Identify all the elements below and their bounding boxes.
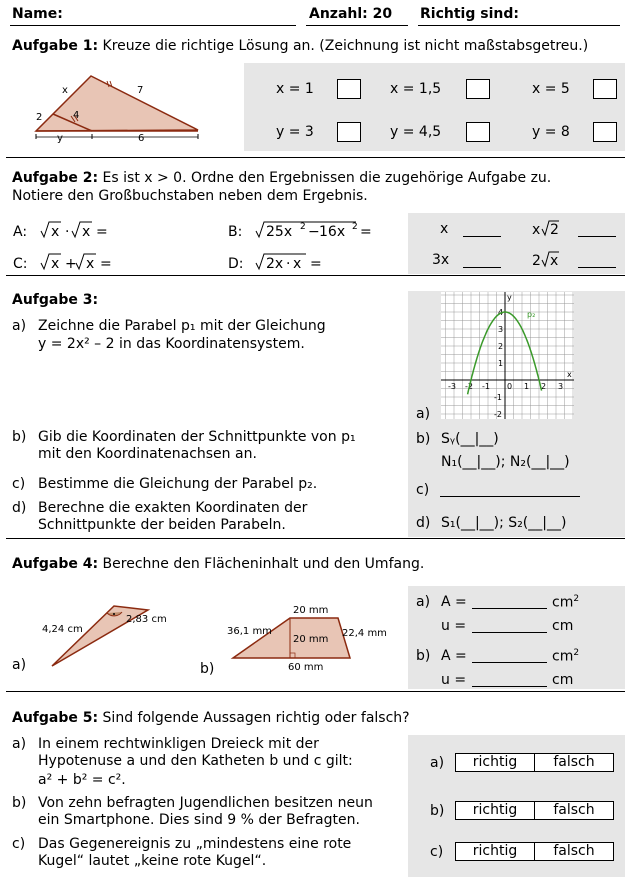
expr-c-eq: = xyxy=(100,256,112,272)
axis-x-label: x xyxy=(567,370,572,379)
task1-title: Aufgabe 1: xyxy=(12,38,99,54)
task5-a-choice xyxy=(455,753,614,772)
task4-heading xyxy=(12,556,424,572)
expr-d-dot: · xyxy=(286,256,291,272)
task4-ans-a: a) xyxy=(416,594,431,610)
task2-text2: Notiere den Großbuchstaben neben dem Ergebnis. xyxy=(12,188,368,204)
task5-a-line1: In einem rechtwinkligen Dreieck mit der xyxy=(38,736,319,752)
x-tick-label: 3 xyxy=(558,382,564,391)
divider-3 xyxy=(6,538,625,539)
task3-c-label: c) xyxy=(12,476,26,492)
task5-a-line2: Hypotenuse a und den Katheten b und c gilt: xyxy=(38,753,353,769)
task5-c-line1: Das Gegenereignis zu „mindestens eine rote xyxy=(38,836,352,852)
task5-b-line1: Von zehn befragten Jugendlichen besitzen neun xyxy=(38,795,373,811)
task3-b-line2: mit den Koordinatenachsen an. xyxy=(38,446,257,462)
task3-ans-b1: Sᵧ(__|__) xyxy=(441,431,499,447)
trap-bottom: 60 mm xyxy=(288,662,324,673)
task4-triangle-figure xyxy=(8,598,188,678)
task5-c-richtig[interactable]: richtig xyxy=(456,843,535,860)
answer-line-4[interactable] xyxy=(578,267,616,268)
task2-title: Aufgabe 2: xyxy=(12,170,99,186)
y-tick-label: -1 xyxy=(494,393,502,402)
y-tick-label: 2 xyxy=(498,342,504,351)
expr-b-eq: = xyxy=(360,224,372,240)
task5-c-line2: Kugel“ lautet „keine rote Kugel“. xyxy=(38,853,267,869)
option-x2: x = 1,5 xyxy=(390,81,442,97)
task3-ans-d1: S₁(__|__); S₂(__|__) xyxy=(441,515,567,531)
task3-b-line1: Gib die Koordinaten der Schnittpunkte von p₁ xyxy=(38,429,356,445)
checkbox-y1[interactable] xyxy=(337,122,361,142)
answer-line-3[interactable] xyxy=(463,267,501,268)
task1-text: Kreuze die richtige Lösung an. (Zeichnung ist nicht maßstabsgetreu.) xyxy=(102,38,589,54)
expr-c-plus: + xyxy=(65,256,77,272)
task3-a-line1: Zeichne die Parabel p₁ mit der Gleichung xyxy=(38,318,326,334)
expr-b-sup1: 2 xyxy=(300,222,306,232)
task3-d-line2: Schnittpunkte der beiden Parabeln. xyxy=(38,517,286,533)
checkbox-x2[interactable] xyxy=(466,79,490,99)
result-2sqrtx-two: 2 xyxy=(532,253,541,269)
axis-y-label: y xyxy=(507,293,512,302)
task3-title: Aufgabe 3: xyxy=(12,292,99,308)
task4-b-area-line[interactable] xyxy=(472,662,547,663)
checkbox-x1[interactable] xyxy=(337,79,361,99)
expr-b-25x: 25x xyxy=(266,224,293,240)
checkbox-y2[interactable] xyxy=(466,122,490,142)
tri-side-a: 4,24 cm xyxy=(42,624,83,635)
task4-ans-b-A: A = xyxy=(441,648,467,664)
count-line xyxy=(306,25,408,26)
expr-a-x1: x xyxy=(51,224,60,240)
y-tick-label: 3 xyxy=(498,325,504,334)
task3-ans-c: c) xyxy=(416,482,430,498)
task4-a-area-line[interactable] xyxy=(472,608,547,609)
unit-sup: 2 xyxy=(573,594,580,604)
task5-b-label: b) xyxy=(12,795,27,811)
expr-d-eq: = xyxy=(310,256,322,272)
task2-text1: Es ist x > 0. Ordne den Ergebnissen die zugehörige Aufgabe zu. xyxy=(102,170,552,186)
task5-c-label: c) xyxy=(12,836,26,852)
checkbox-x3[interactable] xyxy=(593,79,617,99)
task5-ans-b-label: b) xyxy=(430,803,445,819)
p2-label: p₂ xyxy=(527,310,536,319)
x-tick-label: -3 xyxy=(448,382,456,391)
label-y: y xyxy=(57,133,63,144)
task4-a-unit-area xyxy=(552,594,579,611)
task5-a-falsch[interactable]: falsch xyxy=(553,754,595,770)
label-four: 4 xyxy=(73,110,80,121)
label-C: C: xyxy=(13,256,28,272)
result-x: x xyxy=(440,221,449,237)
task5-a-label: a) xyxy=(12,736,27,752)
result-2sqrtx-x: x xyxy=(550,253,559,269)
label-seven: 7 xyxy=(137,85,144,96)
task5-text: Sind folgende Aussagen richtig oder falsch? xyxy=(102,710,410,726)
expr-d-x: x xyxy=(293,256,302,272)
result-x-sqrt2 xyxy=(530,218,575,240)
task5-b-choice xyxy=(455,801,614,820)
option-y1: y = 3 xyxy=(276,124,314,140)
task5-ans-a-label: a) xyxy=(430,755,445,771)
divider-2 xyxy=(6,275,625,276)
expr-d-2x: 2x xyxy=(266,256,284,272)
task4-b-unit-len: cm xyxy=(552,672,574,688)
task4-ans-a-u: u = xyxy=(441,618,467,634)
tri-label: a) xyxy=(12,657,27,673)
trap-left: 36,1 mm xyxy=(227,626,272,637)
task5-title: Aufgabe 5: xyxy=(12,710,99,726)
checkbox-y3[interactable] xyxy=(593,122,617,142)
x-tick-label: 0 xyxy=(507,382,513,391)
label-D: D: xyxy=(228,256,244,272)
trap-top: 20 mm xyxy=(293,605,329,616)
unit-sup: 2 xyxy=(573,648,580,658)
divider-1 xyxy=(6,157,625,158)
task5-b-richtig[interactable]: richtig xyxy=(456,802,535,819)
label-x: x xyxy=(62,85,68,96)
label-six: 6 xyxy=(138,133,145,144)
coordinate-system[interactable] xyxy=(441,292,574,419)
label-two: 2 xyxy=(36,112,43,123)
unit-cm: cm xyxy=(552,648,574,665)
task3-b-label: b) xyxy=(12,429,27,445)
count-label: Anzahl: 20 xyxy=(309,6,393,22)
task5-heading xyxy=(12,710,410,726)
expr-a-eq: = xyxy=(96,224,108,240)
task3-ans-b2: N₁(__|__); N₂(__|__) xyxy=(441,454,570,470)
task4-ans-b: b) xyxy=(416,648,431,664)
expr-b-16x: 16x xyxy=(319,224,346,240)
x-tick-label: 1 xyxy=(524,382,530,391)
expr-b-minus: − xyxy=(308,224,320,240)
option-y2: y = 4,5 xyxy=(390,124,442,140)
tri-side-b: 2,83 cm xyxy=(126,614,167,625)
trap-label: b) xyxy=(200,661,215,677)
task1-triangle-figure xyxy=(20,70,210,150)
task4-b-perimeter-line[interactable] xyxy=(472,686,547,687)
x-tick-label: 2 xyxy=(541,382,547,391)
expr-a-x2: x xyxy=(82,224,91,240)
task3-ans-b: b) xyxy=(416,431,431,447)
task4-trapezoid-figure xyxy=(200,598,400,678)
task3-d-line1: Berechne die exakten Koordinaten der xyxy=(38,500,308,516)
task3-d-label: d) xyxy=(12,500,27,516)
label-A: A: xyxy=(13,224,28,240)
task3-a-label: a) xyxy=(12,318,27,334)
task1-heading xyxy=(12,38,588,54)
task2-expressions xyxy=(10,214,410,276)
x-tick-label: -1 xyxy=(482,382,490,391)
y-tick-label: -2 xyxy=(494,410,502,419)
task3-a-line2: y = 2x² – 2 in das Koordinatensystem. xyxy=(38,336,305,352)
label-B: B: xyxy=(228,224,243,240)
y-tick-label: 1 xyxy=(498,359,504,368)
result-x-sqrt2-two: 2 xyxy=(550,222,559,238)
task3-ans-d: d) xyxy=(416,515,431,531)
result-x-sqrt2-x: x xyxy=(532,222,541,238)
task5-c-falsch[interactable]: falsch xyxy=(553,843,595,859)
expr-c-x2: x xyxy=(86,256,95,272)
task4-text: Berechne den Flächeninhalt und den Umfang. xyxy=(102,556,425,572)
task5-b-falsch[interactable]: falsch xyxy=(553,802,595,818)
option-x1: x = 1 xyxy=(276,81,314,97)
task5-a-line3: a² + b² = c². xyxy=(38,772,126,788)
trap-height: 20 mm xyxy=(293,634,329,645)
task4-ans-b-u: u = xyxy=(441,672,467,688)
correct-line[interactable] xyxy=(418,25,620,26)
task3-ans-a: a) xyxy=(416,406,431,422)
option-y3: y = 8 xyxy=(532,124,570,140)
task5-a-richtig[interactable]: richtig xyxy=(456,754,535,771)
result-3x: 3x xyxy=(432,252,450,268)
result-2sqrtx xyxy=(530,249,575,271)
divider-4 xyxy=(6,691,625,692)
task4-ans-a-A: A = xyxy=(441,594,467,610)
task4-b-unit-area xyxy=(552,648,579,665)
task4-title: Aufgabe 4: xyxy=(12,556,99,572)
task4-a-unit-len: cm xyxy=(552,618,574,634)
expr-c-x1: x xyxy=(51,256,60,272)
task3-ans-c-line[interactable] xyxy=(440,496,580,497)
unit-cm: cm xyxy=(552,594,574,611)
x-tick-label: -2 xyxy=(465,382,473,391)
expr-a-dot: · xyxy=(65,224,70,240)
answer-line-1[interactable] xyxy=(463,236,501,237)
task3-c-line1: Bestimme die Gleichung der Parabel p₂. xyxy=(38,476,318,492)
task5-b-line2: ein Smartphone. Dies sind 9 % der Befragten. xyxy=(38,812,360,828)
option-x3: x = 5 xyxy=(532,81,570,97)
name-line[interactable] xyxy=(10,25,296,26)
correct-label: Richtig sind: xyxy=(420,6,519,22)
y-tick-label: 4 xyxy=(498,308,504,317)
task4-a-perimeter-line[interactable] xyxy=(472,632,547,633)
answer-line-2[interactable] xyxy=(578,236,616,237)
task2-heading xyxy=(12,170,551,186)
name-label: Name: xyxy=(12,6,63,22)
trap-right: 22,4 mm xyxy=(342,628,387,639)
task5-ans-c-label: c) xyxy=(430,844,444,860)
task5-c-choice xyxy=(455,842,614,861)
expr-b-sup2: 2 xyxy=(352,222,358,232)
